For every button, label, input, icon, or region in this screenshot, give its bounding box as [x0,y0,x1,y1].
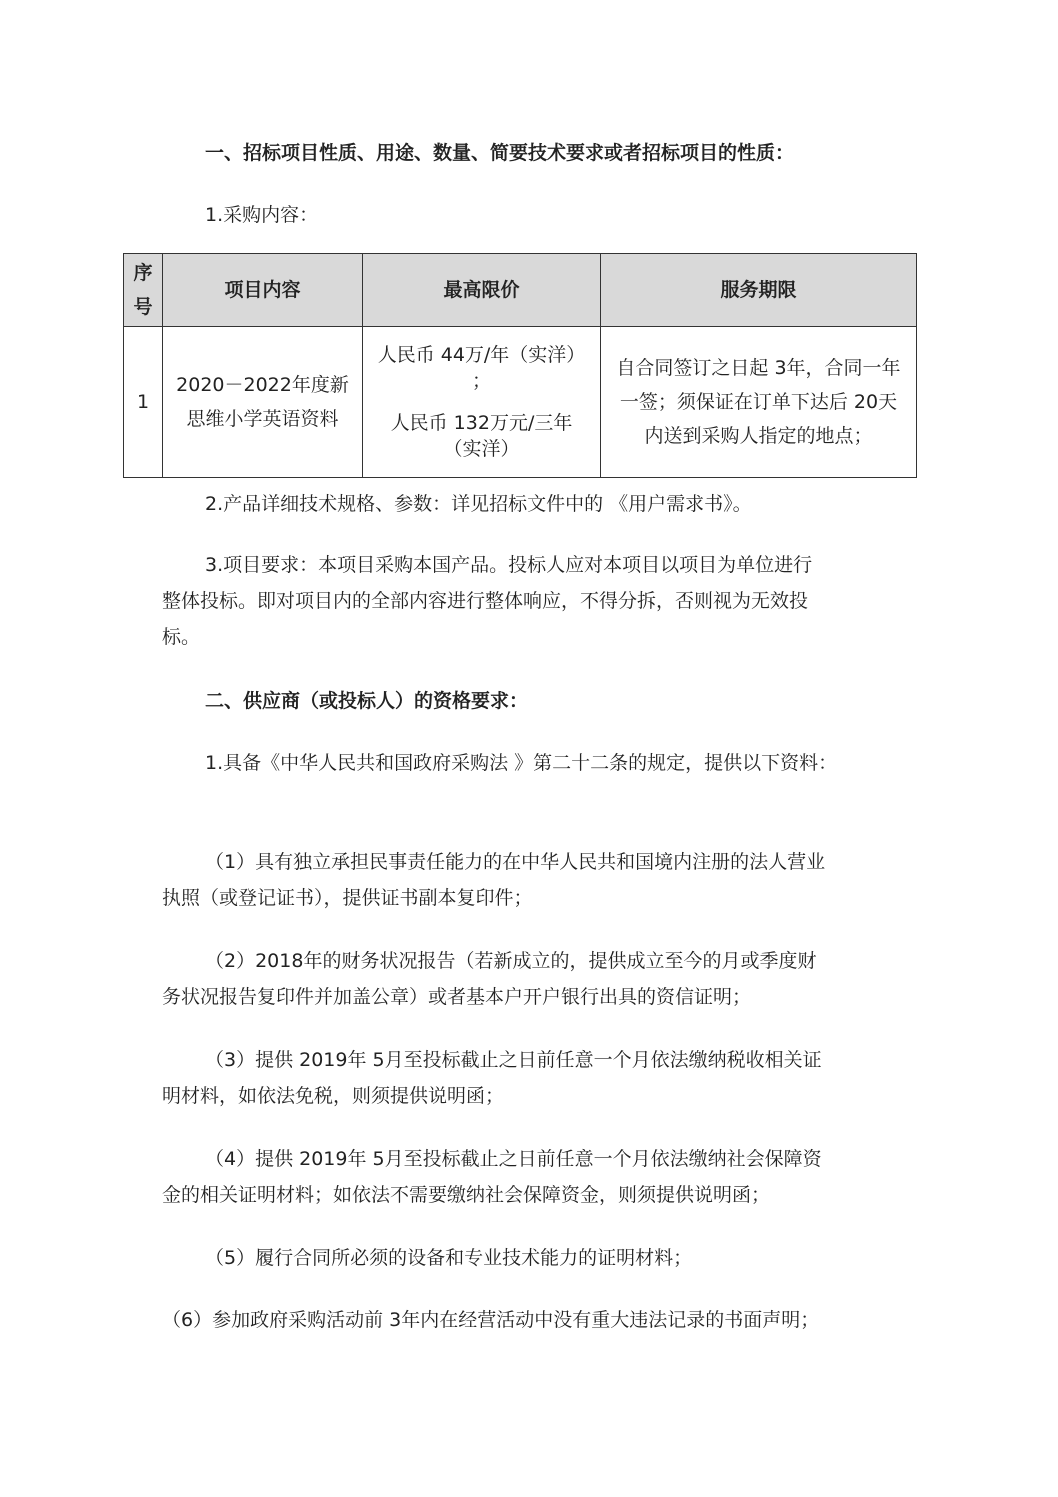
requirement-1-line-1: （1）具有独立承担民事责任能力的在中华人民共和国境内注册的法人营业 [205,851,826,873]
header-period: 服务期限 [601,254,917,327]
requirement-3-line-1: （3）提供 2019年 5月至投标截止之日前任意一个月依法缴纳税收相关证 [205,1049,822,1071]
item-3-line-1: 3.项目要求：本项目采购本国产品。投标人应对本项目以项目为单位进行 [205,554,813,576]
price-line-4: （实洋） [443,438,520,460]
section-2-item-1: 1.具备《中华人民共和国政府采购法 》第二十二条的规定，提供以下资料： [205,752,838,774]
table-row [124,327,917,478]
requirement-4-line-1: （4）提供 2019年 5月至投标截止之日前任意一个月依法缴纳社会保障资 [205,1148,822,1170]
cell-price [363,327,601,478]
header-price: 最高限价 [363,254,601,327]
header-content: 项目内容 [163,254,363,327]
price-line-3: 人民币 132万元/三年 [390,412,573,434]
item-2-text: 2.产品详细技术规格、参数：详见招标文件中的 《用户需求书》。 [205,493,752,515]
requirement-1-line-2: 执照（或登记证书），提供证书副本复印件； [162,887,533,909]
header-seq-line1: 序 [133,262,153,284]
requirement-2-line-1: （2）2018年的财务状况报告（若新成立的，提供成立至今的月或季度财 [205,950,817,972]
table-header-row [124,254,917,327]
section-heading-1: 一、招标项目性质、用途、数量、简要技术要求或者招标项目的性质： [205,142,795,164]
requirement-6: （6）参加政府采购活动前 3年内在经营活动中没有重大违法记录的书面声明； [162,1309,820,1331]
header-seq [124,254,163,327]
requirement-3-line-2: 明材料，如依法免税，则须提供说明函； [162,1085,505,1107]
cell-content: 2020－2022年度新思维小学英语资料 [163,327,363,478]
item-1-label: 1.采购内容： [205,204,319,226]
price-line-2: ； [471,370,491,392]
price-line-1: 人民币 44万/年（实洋） [377,344,586,366]
requirement-4-line-2: 金的相关证明材料；如依法不需要缴纳社会保障资金，则须提供说明函； [162,1184,771,1206]
header-seq-line2: 号 [133,296,153,318]
item-3-line-3: 标。 [162,626,201,648]
requirement-5: （5）履行合同所必须的设备和专业技术能力的证明材料； [205,1247,693,1269]
procurement-table [123,253,917,478]
cell-period: 自合同签订之日起 3年，合同一年一签；须保证在订单下达后 20天内送到采购人指定的地点； [601,327,917,478]
item-3-line-2: 整体投标。即对项目内的全部内容进行整体响应，不得分拆，否则视为无效投 [162,590,809,612]
section-heading-2: 二、供应商（或投标人）的资格要求： [205,690,529,712]
requirement-2-line-2: 务状况报告复印件并加盖公章）或者基本户开户银行出具的资信证明； [162,986,752,1008]
cell-seq: 1 [124,327,163,478]
